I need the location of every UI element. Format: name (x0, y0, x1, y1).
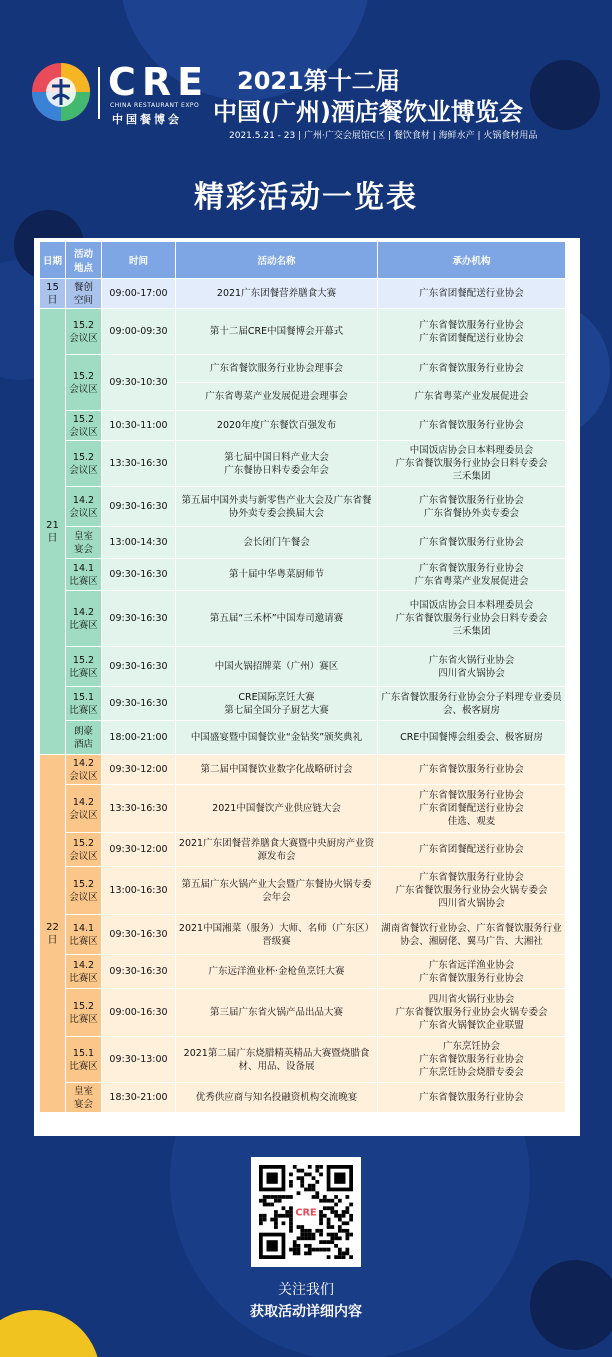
table-header-row (40, 242, 566, 279)
time-cell: 10:30-11:00 (102, 411, 176, 441)
location-cell: 15.2 比赛区 (66, 647, 102, 687)
table-row (40, 785, 566, 833)
organizer-cell: 广东省团餐配送行业协会 (378, 279, 566, 309)
time-cell: 09:30-10:30 (102, 355, 176, 411)
organizer-cell: 湖南省餐饮行业协会、广东省餐饮服务行业协会、湘厨佬、翼马广告、大湘社 (378, 915, 566, 955)
location-cell: 皇室 宴会 (66, 527, 102, 559)
detail-text: 获取活动详细内容 (250, 1304, 362, 1320)
organizer-cell: 广东省远洋渔业协会 广东省餐饮服务行业协会 (378, 955, 566, 989)
table-row (40, 867, 566, 915)
organizer-cell: 广东省火锅行业协会 四川省火锅协会 (378, 647, 566, 687)
time-cell: 09:00-17:00 (102, 279, 176, 309)
location-cell: 15.2 比赛区 (66, 989, 102, 1037)
logo-text: CRE (108, 60, 210, 104)
time-cell: 13:30-16:30 (102, 785, 176, 833)
organizer-cell: 中国饭店协会日本料理委员会 广东省餐饮服务行业协会日料专委会 三禾集团 (378, 591, 566, 647)
organizer-cell: 广东省餐饮服务行业协会 广东省餐协外卖专委会 (378, 487, 566, 527)
time-cell: 09:30-12:00 (102, 755, 176, 785)
activity-name-cell: 第五届“三禾杯”中国寿司邀请赛 (176, 591, 378, 647)
organizer-cell: 广东烹饪协会 广东省餐饮服务行业协会 广东烹饪协会烧腊专委会 (378, 1037, 566, 1083)
qr-center-label: CRE (295, 1207, 317, 1219)
time-cell: 18:00-21:00 (102, 721, 176, 755)
location-cell: 皇室 宴会 (66, 1083, 102, 1113)
activity-name-cell: 中国盛宴暨中国餐饮业“金钻奖”颁奖典礼 (176, 721, 378, 755)
schedule-table-card (34, 238, 580, 1136)
activity-name-cell: 第七届中国日料产业大会 广东餐协日料专委会年会 (176, 441, 378, 487)
follow-us-text: 关注我们 (278, 1282, 334, 1298)
table-row (40, 955, 566, 989)
table-row (40, 687, 566, 721)
time-cell: 09:30-16:30 (102, 915, 176, 955)
organizer-cell: 四川省火锅行业协会 广东省餐饮服务行业协会火锅专委会 广东省火锅餐饮企业联盟 (378, 989, 566, 1037)
location-cell: 15.2 会议区 (66, 411, 102, 441)
header-date: 日期 (40, 242, 66, 279)
activity-name-cell: 广东省粤菜产业发展促进会理事会 (176, 383, 378, 411)
time-cell: 09:30-13:00 (102, 1037, 176, 1083)
table-row (40, 591, 566, 647)
table-row (40, 721, 566, 755)
organizer-cell: 广东省团餐配送行业协会 (378, 833, 566, 867)
activity-name-cell: 会长闭门午餐会 (176, 527, 378, 559)
table-row (40, 487, 566, 527)
activity-name-cell: 2021广东团餐营养膳食大赛暨中央厨房产业资源发布会 (176, 833, 378, 867)
header-location: 活动 地点 (66, 242, 102, 279)
location-cell: 14.2 会议区 (66, 755, 102, 785)
logo-divider (98, 67, 100, 119)
activity-name-cell: 2021中国湘菜（服务）大师、名师（广东区）晋级赛 (176, 915, 378, 955)
time-cell: 09:30-12:00 (102, 833, 176, 867)
activity-name-cell: 第十届中华粤菜厨师节 (176, 559, 378, 591)
location-cell: 14.1 比赛区 (66, 915, 102, 955)
time-cell: 09:30-16:30 (102, 955, 176, 989)
logo-chinese: 中国餐博会 (112, 113, 182, 126)
table-row (40, 647, 566, 687)
qr-code (251, 1157, 361, 1267)
time-cell: 13:00-16:30 (102, 867, 176, 915)
page-title: 精彩活动一览表 (194, 180, 418, 215)
location-cell: 15.2 会议区 (66, 355, 102, 411)
time-cell: 09:30-16:30 (102, 647, 176, 687)
organizer-cell: 广东省餐饮服务行业协会 广东省粤菜产业发展促进会 (378, 559, 566, 591)
location-cell: 15.1 比赛区 (66, 1037, 102, 1083)
header-organizer: 承办机构 (378, 242, 566, 279)
activity-name-cell: 第三届广东省火锅产品出品大赛 (176, 989, 378, 1037)
time-cell: 09:30-16:30 (102, 687, 176, 721)
header-time: 时间 (102, 242, 176, 279)
activity-name-cell: 2021中国餐饮产业供应链大会 (176, 785, 378, 833)
expo-title-line1: 2021第十二届 (237, 67, 400, 95)
table-row (40, 411, 566, 441)
table-row (40, 559, 566, 591)
time-cell: 09:00-16:30 (102, 989, 176, 1037)
activity-name-cell: 第五届中国外卖与新零售产业大会及广东省餐协外卖专委会换届大会 (176, 487, 378, 527)
logo-english: CHINA RESTAURANT EXPO (110, 102, 200, 109)
activity-name-cell: 广东远洋渔业杯·金枪鱼烹饪大赛 (176, 955, 378, 989)
table-row (40, 279, 566, 309)
activity-name-cell: 2021第二届广东烧腊精英精品大赛暨烧腊食材、用品、设备展 (176, 1037, 378, 1083)
table-row (40, 527, 566, 559)
organizer-cell: 广东省餐饮服务行业协会 (378, 1083, 566, 1113)
table-row (40, 833, 566, 867)
organizer-cell: CRE中国餐博会组委会、极客厨房 (378, 721, 566, 755)
table-row (40, 989, 566, 1037)
location-cell: 餐创 空间 (66, 279, 102, 309)
qr-code-icon (259, 1165, 353, 1259)
activity-name-cell: 优秀供应商与知名投融资机构交流晚宴 (176, 1083, 378, 1113)
location-cell: 15.2 会议区 (66, 309, 102, 355)
organizer-cell: 广东省餐饮服务行业协会 (378, 411, 566, 441)
organizer-cell: 广东省餐饮服务行业协会 (378, 355, 566, 383)
location-cell: 14.2 会议区 (66, 785, 102, 833)
location-cell: 14.2 会议区 (66, 487, 102, 527)
organizer-cell: 中国饭店协会日本料理委员会 广东省餐饮服务行业协会日料专委会 三禾集团 (378, 441, 566, 487)
organizer-cell: 广东省餐饮服务行业协会 (378, 755, 566, 785)
activity-name-cell: 第五届广东火锅产业大会暨广东餐协火锅专委会年会 (176, 867, 378, 915)
activity-name-cell: CRE国际烹饪大赛 第七届全国分子厨艺大赛 (176, 687, 378, 721)
table-row (40, 915, 566, 955)
organizer-cell: 广东省餐饮服务行业协会分子料理专业委员会、极客厨房 (378, 687, 566, 721)
table-row (40, 441, 566, 487)
activity-name-cell: 第十二届CRE中国餐博会开幕式 (176, 309, 378, 355)
date-cell: 15日 (40, 279, 66, 309)
location-cell: 15.2 会议区 (66, 867, 102, 915)
location-cell: 15.2 会议区 (66, 833, 102, 867)
table-row (40, 755, 566, 785)
location-cell: 14.2 比赛区 (66, 955, 102, 989)
organizer-cell: 广东省粤菜产业发展促进会 (378, 383, 566, 411)
organizer-cell: 广东省餐饮服务行业协会 广东省团餐配送行业协会 佳选、观麦 (378, 785, 566, 833)
time-cell: 18:30-21:00 (102, 1083, 176, 1113)
schedule-table (39, 241, 566, 1113)
activity-name-cell: 第二届中国餐饮业数字化战略研讨会 (176, 755, 378, 785)
time-cell: 09:30-16:30 (102, 559, 176, 591)
table-row (40, 1037, 566, 1083)
expo-subline: 2021.5.21 - 23 | 广州·广交会展馆C区 | 餐饮食材 | 海鲜水产 | 火锅食材用品 (229, 131, 538, 141)
activity-name-cell: 广东省餐饮服务行业协会理事会 (176, 355, 378, 383)
time-cell: 13:00-14:30 (102, 527, 176, 559)
location-cell: 朗豪 酒店 (66, 721, 102, 755)
location-cell: 15.1 比赛区 (66, 687, 102, 721)
activity-name-cell: 2021广东团餐营养膳食大赛 (176, 279, 378, 309)
header (0, 55, 612, 145)
table-row (40, 309, 566, 355)
time-cell: 09:30-16:30 (102, 487, 176, 527)
location-cell: 14.2 比赛区 (66, 591, 102, 647)
table-row (40, 1083, 566, 1113)
date-cell: 22日 (40, 755, 66, 1113)
time-cell: 09:00-09:30 (102, 309, 176, 355)
organizer-cell: 广东省餐饮服务行业协会 (378, 527, 566, 559)
cre-logo-icon (30, 61, 92, 123)
header-activity: 活动名称 (176, 242, 378, 279)
location-cell: 14.1 比赛区 (66, 559, 102, 591)
organizer-cell: 广东省餐饮服务行业协会 广东省餐饮服务行业协会火锅专委会 四川省火锅协会 (378, 867, 566, 915)
time-cell: 13:30-16:30 (102, 441, 176, 487)
expo-title-line2: 中国(广州)酒店餐饮业博览会 (213, 98, 523, 126)
location-cell: 15.2 会议区 (66, 441, 102, 487)
activity-name-cell: 中国火锅招牌菜（广州）赛区 (176, 647, 378, 687)
time-cell: 09:30-16:30 (102, 591, 176, 647)
table-row (40, 355, 566, 383)
organizer-cell: 广东省餐饮服务行业协会 广东省团餐配送行业协会 (378, 309, 566, 355)
activity-name-cell: 2020年度广东餐饮百强发布 (176, 411, 378, 441)
date-cell: 21日 (40, 309, 66, 755)
